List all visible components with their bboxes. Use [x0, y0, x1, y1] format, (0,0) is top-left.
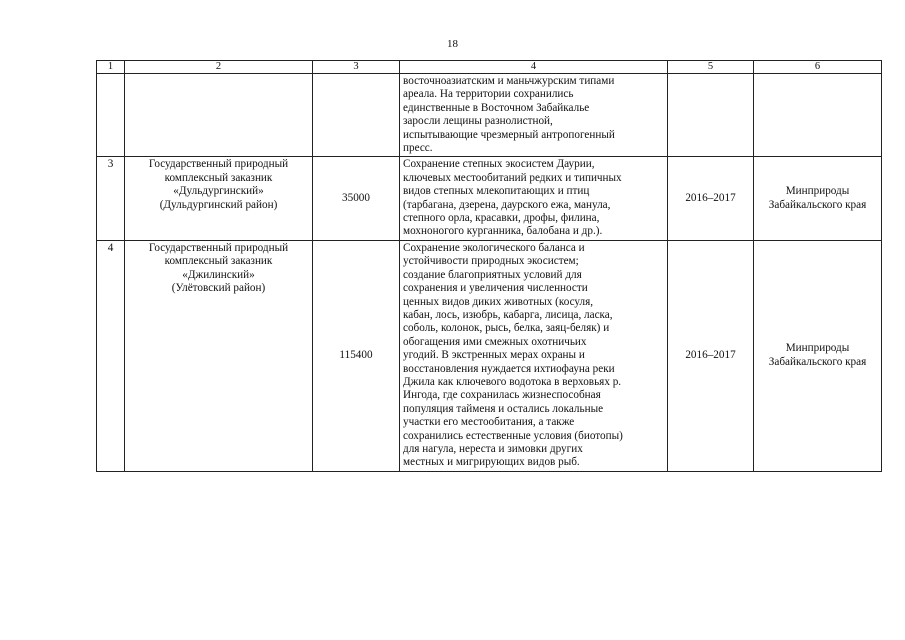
name-line: Государственный природный	[148, 241, 289, 254]
description-line: Ингода, где сохранилась жизнеспособная	[403, 389, 601, 402]
reserves-table	[96, 60, 882, 472]
description-line: ключевых местообитаний редких и типичных	[403, 171, 622, 184]
responsible-line: Минприроды	[785, 185, 850, 198]
description-line: восстановления нуждается ихтиофауна реки	[403, 362, 615, 375]
name-line: (Дульдургинский район)	[159, 198, 278, 211]
description-line: заросли лещины разнолистной,	[403, 115, 553, 128]
cell-num	[97, 74, 125, 157]
description-line: устойчивости природных экосистем;	[403, 255, 579, 268]
description-line: обогащения ими смежных охотничьих	[403, 335, 587, 348]
description-line: степного орла, красавки, дрофы, филина,	[403, 212, 600, 225]
name-line: «Дульдургинский»	[173, 185, 264, 198]
column-header-4: 4	[400, 61, 668, 74]
column-header-2: 2	[125, 61, 313, 74]
description-line: местных и мигрирующих видов рыб.	[403, 456, 580, 469]
cell-name	[125, 157, 313, 240]
description-line: создание благоприятных условий для	[403, 268, 582, 281]
description-line: единственные в Восточном Забайкалье	[403, 101, 590, 114]
cell-period	[668, 74, 754, 157]
page-number: 18	[447, 38, 458, 50]
description-line: пресс.	[403, 142, 433, 155]
name-line: Государственный природный	[148, 158, 289, 171]
column-header-1: 1	[97, 61, 125, 74]
cell-num: 4	[97, 240, 125, 471]
description-line: Сохранение степных экосистем Даурии,	[403, 158, 595, 171]
cell-num: 3	[97, 157, 125, 240]
description-line: мохноногого курганника, балобана и др.).	[403, 225, 603, 238]
description-line: испытывающие чрезмерный антропогенный	[403, 128, 615, 141]
description-line: ценных видов диких животных (косуля,	[403, 295, 594, 308]
name-line: (Улётовский район)	[171, 282, 266, 295]
cell-period: 2016–2017	[668, 157, 754, 240]
cell-area: 35000	[313, 157, 400, 240]
description-line: сохранились естественные условия (биотопы)	[403, 429, 623, 442]
cell-name	[125, 240, 313, 471]
description-line: восточноазиатским и маньчжурским типами	[403, 75, 615, 87]
table-row-3	[97, 157, 882, 240]
responsible-line: Забайкальского края	[768, 355, 867, 368]
responsible-line: Забайкальского края	[768, 198, 867, 211]
cell-description	[400, 74, 668, 157]
cell-name	[125, 74, 313, 157]
description-line: популяция тайменя и остались локальные	[403, 402, 604, 415]
description-line: видов степных млекопитающих и птиц	[403, 185, 590, 198]
description-line: угодий. В экстренных мерах охраны и	[403, 349, 585, 362]
table-row-continuation	[97, 74, 882, 157]
name-line: «Джилинский»	[182, 268, 255, 281]
cell-responsible	[754, 240, 882, 471]
responsible-line: Минприроды	[785, 342, 850, 355]
cell-responsible	[754, 74, 882, 157]
name-line: комплексный заказник	[164, 255, 273, 268]
description-line: для нагула, нереста и зимовки других	[403, 442, 583, 455]
description-line: Сохранение экологического баланса и	[403, 241, 585, 254]
description-line: сохранения и увеличения численности	[403, 282, 588, 295]
description-line: соболь, колонок, рысь, белка, заяц-беляк) и	[403, 322, 610, 335]
cell-period: 2016–2017	[668, 240, 754, 471]
table-row-4	[97, 240, 882, 471]
description-line: кабан, лось, изюбрь, кабарга, лисица, ласка,	[403, 308, 613, 321]
name-line: комплексный заказник	[164, 171, 273, 184]
description-line: Джила как ключевого водотока в верховьях р.	[403, 375, 622, 388]
column-header-5: 5	[668, 61, 754, 74]
cell-area: 115400	[313, 240, 400, 471]
column-header-3: 3	[313, 61, 400, 74]
cell-description	[400, 157, 668, 240]
column-header-6: 6	[754, 61, 882, 74]
header-row	[97, 61, 882, 74]
cell-responsible	[754, 157, 882, 240]
cell-description	[400, 240, 668, 471]
description-line: участки его местообитания, а также	[403, 416, 575, 429]
cell-area	[313, 74, 400, 157]
description-line: ареала. На территории сохранились	[403, 88, 574, 101]
description-line: (тарбагана, дзерена, даурского ежа, манула,	[403, 198, 611, 211]
